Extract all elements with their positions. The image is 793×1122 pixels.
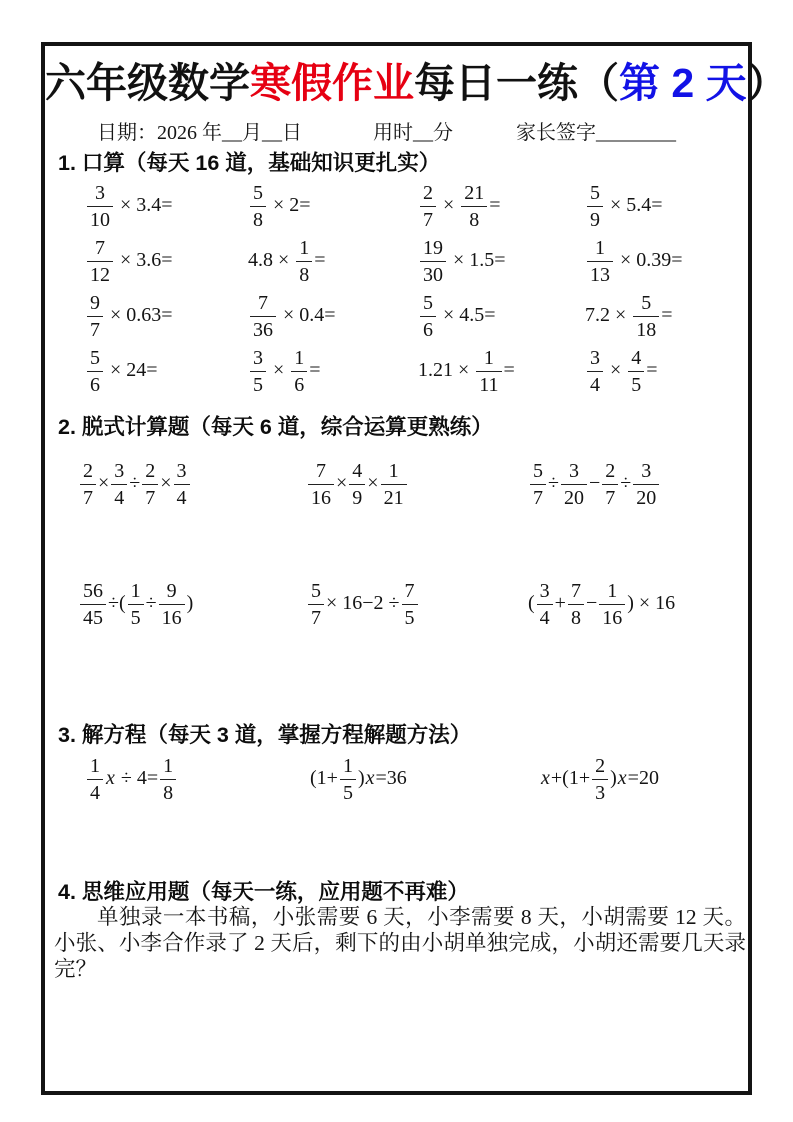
math-text: 1.21 × — [418, 359, 475, 382]
fraction-numerator: 7 — [404, 580, 415, 602]
title-grade-subject: 六年级数学 — [45, 60, 250, 106]
math-text: × — [98, 472, 110, 495]
fraction-denominator: 11 — [476, 371, 501, 397]
page-border-frame — [41, 42, 788, 1095]
math-problem — [306, 579, 528, 630]
math-problem — [585, 236, 742, 287]
section-heading-solve-equations: 3. 解方程（每天 3 道，掌握方程解题方法） — [58, 723, 472, 747]
section-heading-stepwise-calculation: 2. 脱式计算题（每天 6 道，综合运算更熟练） — [58, 415, 493, 439]
fraction — [86, 291, 104, 342]
fraction-numerator: 4 — [631, 347, 642, 369]
math-text: +(1+ — [550, 766, 591, 789]
fraction — [567, 579, 585, 630]
stepwise-problems-grid — [78, 445, 742, 685]
math-text: = — [503, 359, 515, 382]
fraction-numerator: 1 — [595, 237, 605, 259]
math-text: ÷ — [129, 472, 141, 495]
math-text: × 3.4= — [115, 194, 173, 217]
math-text: 7.2 × — [585, 304, 632, 327]
fraction-numerator: 7 — [258, 292, 268, 314]
fraction-numerator: 1 — [483, 347, 494, 369]
title-paren-open: （ — [578, 60, 619, 106]
fraction-numerator: 3 — [95, 182, 105, 204]
fraction-denominator: 7 — [80, 484, 96, 510]
fraction-numerator: 5 — [311, 580, 321, 602]
math-text: × — [438, 194, 460, 217]
math-text: × 0.4= — [278, 304, 336, 327]
variable: x — [541, 766, 550, 789]
fraction-numerator: 5 — [423, 292, 433, 314]
fraction-denominator: 5 — [628, 371, 644, 397]
math-text: ÷ 4= — [115, 766, 159, 789]
fraction-denominator: 20 — [561, 484, 587, 510]
math-text: = — [646, 359, 658, 382]
fraction-denominator: 20 — [633, 484, 659, 510]
variable: x — [365, 766, 375, 789]
math-text: × — [160, 472, 172, 495]
fraction-denominator: 7 — [420, 206, 436, 232]
fraction — [127, 579, 145, 630]
fraction-numerator: 9 — [166, 580, 177, 602]
math-text: × — [605, 359, 627, 382]
math-problem — [85, 754, 310, 805]
math-problem — [418, 346, 585, 397]
fraction — [460, 181, 488, 232]
fraction-numerator: 3 — [539, 580, 550, 602]
fraction-numerator: 3 — [176, 460, 187, 482]
equation-problems-grid — [85, 746, 742, 812]
fraction-numerator: 56 — [83, 580, 103, 602]
fraction-numerator: 1 — [299, 237, 310, 259]
fraction-numerator: 2 — [595, 754, 606, 777]
fraction-numerator: 21 — [464, 182, 485, 204]
math-problem — [85, 181, 248, 232]
title-day-number: 第 2 天 — [619, 60, 747, 106]
math-text: × — [336, 472, 348, 495]
fraction-numerator: 3 — [114, 460, 125, 482]
math-problem — [540, 754, 742, 805]
fraction — [586, 346, 604, 397]
fraction-denominator: 6 — [291, 371, 307, 397]
fraction — [86, 181, 114, 232]
fraction — [249, 346, 267, 397]
fraction-numerator: 19 — [423, 237, 443, 259]
math-text: × 3.6= — [115, 249, 173, 272]
math-text: × 5.4= — [605, 194, 663, 217]
fraction-numerator: 1 — [90, 754, 100, 777]
fraction — [586, 236, 614, 287]
math-problem — [306, 459, 528, 510]
fraction-denominator: 16 — [599, 604, 625, 630]
math-text: =36 — [375, 766, 407, 789]
fraction — [536, 579, 554, 630]
fraction-numerator: 2 — [605, 460, 616, 482]
fraction — [419, 236, 447, 287]
fraction — [419, 181, 437, 232]
fraction — [586, 181, 604, 232]
math-text: − — [588, 472, 601, 495]
math-text: × 24= — [105, 359, 158, 382]
math-text: × 0.63= — [105, 304, 173, 327]
variable: x — [617, 766, 627, 789]
section-heading-word-problem: 4. 思维应用题（每天一练，应用题不再难） — [58, 880, 469, 904]
fraction — [627, 346, 645, 397]
math-problem — [528, 579, 742, 630]
math-problem — [585, 346, 742, 397]
math-text: ) × 16 — [627, 592, 676, 615]
fraction-denominator: 8 — [461, 206, 487, 232]
fraction — [173, 459, 191, 510]
fraction-denominator: 30 — [420, 261, 446, 287]
math-problem — [85, 291, 248, 342]
fraction — [86, 236, 114, 287]
math-text: ÷ — [620, 472, 632, 495]
math-problem — [78, 459, 306, 510]
fraction-denominator: 9 — [349, 484, 365, 510]
fraction — [290, 346, 308, 397]
fraction-numerator: 1 — [388, 460, 399, 482]
fraction-denominator: 6 — [420, 316, 436, 342]
fraction-denominator: 36 — [250, 316, 276, 342]
fraction-numerator: 5 — [533, 460, 543, 482]
fraction-denominator: 5 — [402, 604, 418, 630]
math-problem — [418, 236, 585, 287]
fraction-denominator: 16 — [159, 604, 185, 630]
fraction-denominator: 8 — [296, 261, 312, 287]
math-text: ÷ — [145, 592, 157, 615]
fraction — [158, 579, 186, 630]
math-text: × 0.39= — [615, 249, 683, 272]
fraction — [86, 754, 104, 805]
math-text: × — [367, 472, 379, 495]
fraction-denominator: 3 — [592, 779, 608, 805]
fraction-numerator: 3 — [641, 460, 652, 482]
math-text: × 2= — [268, 194, 311, 217]
fraction-numerator: 1 — [294, 347, 305, 369]
math-text: ÷ — [548, 472, 559, 495]
fraction-numerator: 2 — [83, 460, 93, 482]
fraction-denominator: 8 — [568, 604, 584, 630]
fraction — [601, 459, 619, 510]
fraction-denominator: 13 — [587, 261, 613, 287]
fraction — [380, 459, 408, 510]
math-problem — [85, 346, 248, 397]
meta-line — [97, 116, 676, 145]
fraction — [249, 181, 267, 232]
fraction-denominator: 7 — [87, 316, 103, 342]
math-text: ÷( — [108, 592, 126, 615]
fraction-denominator: 5 — [128, 604, 144, 630]
fraction-denominator: 18 — [633, 316, 659, 342]
math-text: = — [309, 359, 321, 382]
fraction-denominator: 9 — [587, 206, 603, 232]
fraction-numerator: 7 — [570, 580, 581, 602]
fraction — [295, 236, 313, 287]
title-daily-practice: 每日一练 — [414, 60, 578, 106]
math-text: =20 — [627, 766, 659, 789]
math-text: 4.8 × — [248, 249, 295, 272]
fraction — [86, 346, 104, 397]
fraction-denominator: 45 — [80, 604, 106, 630]
fraction — [632, 291, 660, 342]
math-text: ) — [186, 592, 194, 615]
math-problem — [418, 291, 585, 342]
fraction — [159, 754, 177, 805]
fraction — [348, 459, 366, 510]
fraction-numerator: 7 — [95, 237, 105, 259]
fraction-numerator: 5 — [641, 292, 652, 314]
fraction-numerator: 1 — [342, 754, 353, 777]
fraction-numerator: 5 — [90, 347, 100, 369]
fraction-denominator: 16 — [308, 484, 334, 510]
fraction-denominator: 4 — [87, 779, 103, 805]
fraction — [307, 459, 335, 510]
math-problem — [418, 181, 585, 232]
fraction — [339, 754, 357, 805]
fraction-numerator: 7 — [316, 460, 326, 482]
fraction — [401, 579, 419, 630]
fraction-numerator: 1 — [607, 580, 618, 602]
math-text: × — [268, 359, 290, 382]
fraction-numerator: 1 — [163, 754, 174, 777]
math-text: ) — [610, 766, 617, 789]
fraction — [79, 579, 107, 630]
fraction-numerator: 3 — [568, 460, 579, 482]
fraction-denominator: 4 — [111, 484, 127, 510]
page-title — [45, 50, 788, 109]
fraction-denominator: 4 — [587, 371, 603, 397]
fraction — [598, 579, 626, 630]
word-problem-text: 单独录一本书稿，小张需要 6 天，小李需要 8 天，小胡需要 12 天。小张、小李合作录了 2 天后，剩下的由小胡单独完成，小胡还需要几天录完？ — [54, 905, 746, 982]
fraction-denominator: 12 — [87, 261, 113, 287]
fraction — [475, 346, 502, 397]
fraction — [591, 754, 609, 805]
math-text: = — [314, 249, 326, 272]
date-field: 日期：2026 年__月__日 — [97, 122, 302, 144]
math-problem — [248, 291, 418, 342]
fraction-numerator: 5 — [590, 182, 600, 204]
variable: x — [106, 766, 115, 789]
fraction — [141, 459, 159, 510]
fraction — [529, 459, 547, 510]
fraction-denominator: 7 — [142, 484, 158, 510]
fraction-denominator: 4 — [174, 484, 190, 510]
math-problem — [585, 291, 742, 342]
math-problem — [528, 459, 742, 510]
fraction-numerator: 2 — [423, 182, 433, 204]
fraction-numerator: 5 — [253, 182, 263, 204]
time-spent-field: 用时__分 — [373, 122, 453, 144]
math-text: + — [554, 592, 566, 615]
fraction-denominator: 8 — [160, 779, 176, 805]
math-problem — [85, 236, 248, 287]
fraction-denominator: 21 — [381, 484, 407, 510]
fraction-denominator: 7 — [530, 484, 546, 510]
fraction-denominator: 7 — [602, 484, 618, 510]
math-problem — [78, 579, 306, 630]
math-problem — [248, 236, 418, 287]
fraction — [419, 291, 437, 342]
math-problem — [248, 346, 418, 397]
math-text: × 4.5= — [438, 304, 496, 327]
math-text: = — [661, 304, 673, 327]
title-paren-close: ） — [746, 60, 788, 106]
fraction-numerator: 4 — [352, 460, 363, 482]
fraction — [249, 291, 277, 342]
oral-problems-grid — [85, 179, 742, 399]
fraction-numerator: 3 — [590, 347, 600, 369]
math-text: (1+ — [310, 766, 338, 789]
fraction — [79, 459, 97, 510]
fraction-denominator: 5 — [340, 779, 356, 805]
section-heading-oral-calculation: 1. 口算（每天 16 道，基础知识更扎实） — [58, 151, 441, 175]
fraction-denominator: 10 — [87, 206, 113, 232]
math-text: ( — [528, 592, 535, 615]
math-problem — [248, 181, 418, 232]
fraction-denominator: 7 — [308, 604, 324, 630]
fraction — [110, 459, 128, 510]
math-problem — [310, 754, 540, 805]
fraction-numerator: 1 — [130, 580, 141, 602]
fraction — [560, 459, 588, 510]
fraction-denominator: 6 — [87, 371, 103, 397]
fraction — [307, 579, 325, 630]
math-text: × 1.5= — [448, 249, 506, 272]
math-text: × 16−2 ÷ — [326, 592, 400, 615]
fraction-denominator: 8 — [250, 206, 266, 232]
fraction-numerator: 2 — [145, 460, 156, 482]
title-homework-accent: 寒假作业 — [250, 60, 414, 106]
fraction-numerator: 3 — [253, 347, 263, 369]
fraction-denominator: 4 — [537, 604, 553, 630]
fraction — [632, 459, 660, 510]
fraction-denominator: 5 — [250, 371, 266, 397]
math-text: − — [585, 592, 598, 615]
math-problem — [585, 181, 742, 232]
math-text: ) — [357, 766, 365, 789]
fraction-numerator: 9 — [90, 292, 100, 314]
parent-signature-field: 家长签字________ — [516, 122, 676, 144]
math-text: = — [489, 194, 501, 217]
